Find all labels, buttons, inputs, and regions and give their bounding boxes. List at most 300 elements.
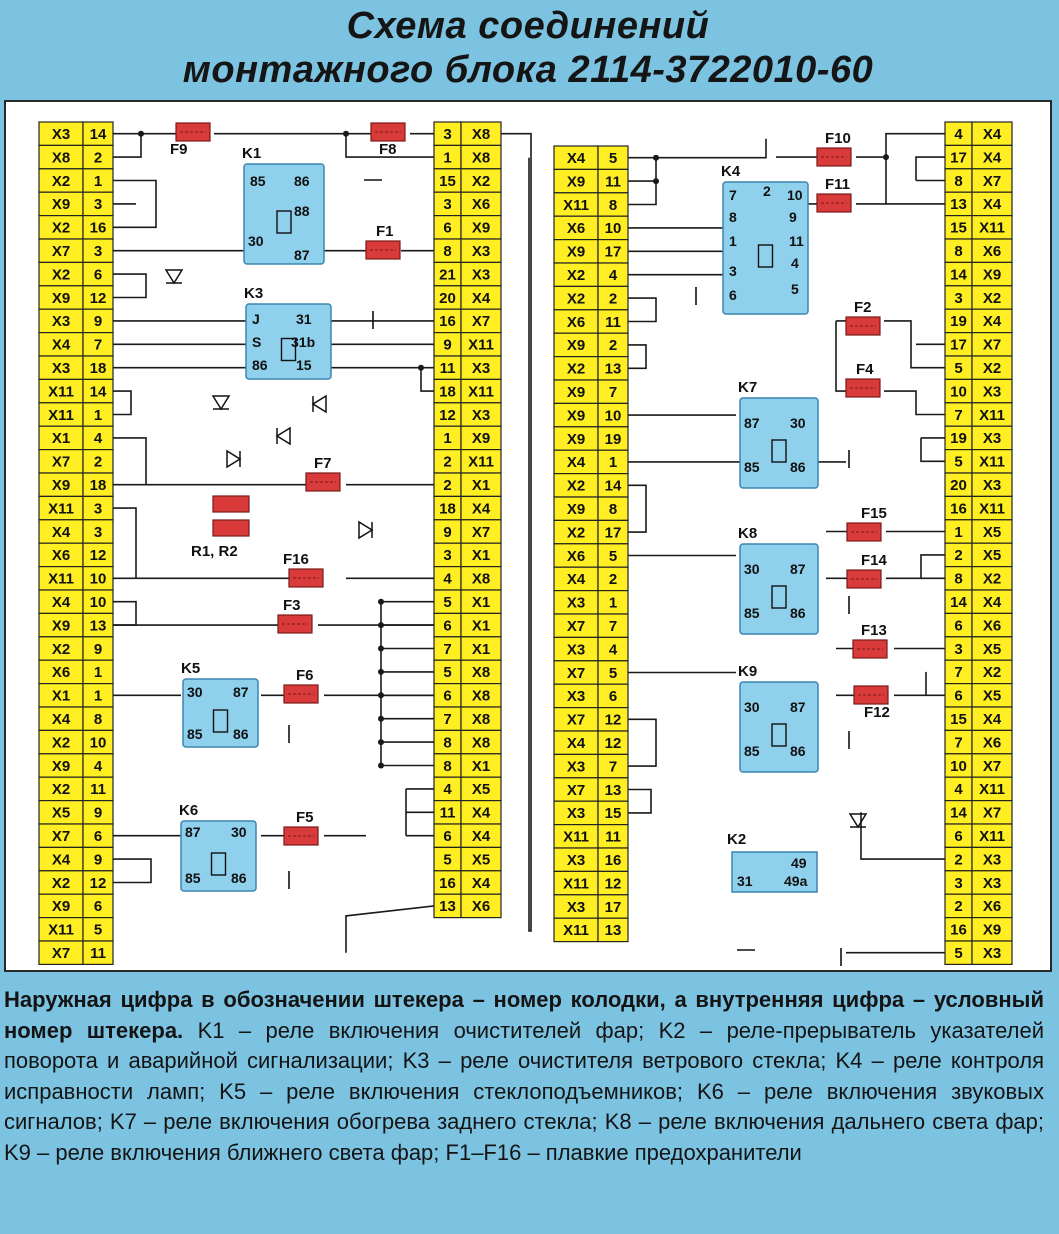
terminal-label: X2 bbox=[566, 290, 586, 308]
terminal-label: X9 bbox=[566, 243, 586, 261]
terminal-label: 12 bbox=[604, 875, 622, 893]
resistor-label: R1, R2 bbox=[191, 543, 238, 560]
wire bbox=[346, 906, 434, 953]
terminal-label: X3 bbox=[471, 266, 491, 284]
terminal-label: X11 bbox=[48, 921, 74, 939]
wire bbox=[628, 485, 646, 532]
terminal-label: 13 bbox=[439, 898, 456, 916]
caption bbox=[4, 985, 1044, 1230]
fuse-label: F3 bbox=[283, 597, 301, 614]
relay-pin: 85 bbox=[250, 173, 266, 189]
terminal-label: X11 bbox=[979, 828, 1005, 845]
fuse-label: F11 bbox=[825, 176, 851, 193]
terminal-label: X11 bbox=[48, 383, 74, 401]
relay-pin: 49a bbox=[784, 873, 808, 889]
terminal-label: 4 bbox=[93, 757, 103, 775]
terminal-label: 11 bbox=[605, 313, 621, 331]
fuse-label: F10 bbox=[825, 130, 851, 147]
terminal-label: 5 bbox=[93, 921, 103, 939]
terminal-label: 12 bbox=[89, 289, 107, 307]
terminal-label: X9 bbox=[471, 219, 491, 237]
terminal-label: X2 bbox=[51, 734, 71, 752]
terminal-label: X7 bbox=[982, 757, 1002, 775]
terminal-label: X7 bbox=[51, 945, 71, 962]
terminal-label: X7 bbox=[566, 618, 586, 635]
terminal-label: 10 bbox=[604, 407, 622, 425]
terminal-label: 15 bbox=[950, 219, 967, 237]
relay-pin: 5 bbox=[791, 281, 799, 297]
terminal-label: X2 bbox=[982, 289, 1002, 307]
terminal-label: X4 bbox=[982, 711, 1002, 728]
terminal-label: 6 bbox=[443, 828, 452, 845]
terminal-label: 1 bbox=[93, 664, 103, 682]
terminal-label: 3 bbox=[954, 289, 963, 307]
wire bbox=[916, 157, 945, 180]
wire bbox=[856, 134, 945, 157]
relay-pin: 30 bbox=[744, 561, 760, 577]
terminal-label: 20 bbox=[950, 477, 967, 494]
wire bbox=[113, 274, 146, 297]
terminal-label: 3 bbox=[93, 523, 103, 541]
terminal-label: X4 bbox=[471, 289, 491, 307]
terminal-label: 9 bbox=[93, 851, 103, 869]
relay-pin: 11 bbox=[789, 233, 804, 249]
fuse-label: F6 bbox=[296, 667, 314, 684]
relay-pin: 85 bbox=[185, 870, 201, 886]
diode bbox=[850, 814, 866, 827]
relay-label: K2 bbox=[727, 831, 747, 848]
terminal-label: 10 bbox=[89, 594, 107, 611]
relay-pin: 87 bbox=[744, 415, 760, 431]
resistor bbox=[213, 520, 249, 536]
terminal-label: 5 bbox=[608, 150, 618, 167]
terminal-label: 14 bbox=[950, 266, 967, 284]
wire bbox=[628, 719, 656, 766]
terminal-label: X6 bbox=[471, 898, 491, 916]
terminal-label: X6 bbox=[982, 898, 1002, 916]
terminal-label: X11 bbox=[468, 383, 494, 401]
terminal-label: 11 bbox=[439, 360, 456, 377]
terminal-label: 9 bbox=[93, 313, 103, 331]
terminal-label: 3 bbox=[93, 500, 103, 518]
terminal-label: X4 bbox=[982, 149, 1002, 167]
terminal-label: 11 bbox=[439, 804, 456, 822]
terminal-label: X5 bbox=[51, 804, 71, 822]
terminal-label: X2 bbox=[982, 360, 1002, 377]
terminal-label: 6 bbox=[954, 828, 963, 845]
terminal-label: 12 bbox=[604, 735, 622, 752]
terminal-label: 10 bbox=[950, 383, 967, 401]
terminal-label: 14 bbox=[89, 126, 107, 143]
terminal-label: X9 bbox=[51, 757, 71, 775]
terminal-label: X4 bbox=[566, 150, 586, 167]
terminal-label: 9 bbox=[93, 804, 103, 822]
relay-pin: 87 bbox=[294, 247, 310, 263]
terminal-label: X4 bbox=[982, 313, 1002, 331]
terminal-label: X6 bbox=[982, 617, 1002, 635]
terminal-label: X4 bbox=[566, 454, 586, 472]
relay-pin: 87 bbox=[185, 824, 201, 840]
relay-pin: 87 bbox=[790, 561, 806, 577]
terminal-label: 5 bbox=[608, 547, 618, 565]
relay-pin: 85 bbox=[744, 743, 760, 759]
relay-pin: 6 bbox=[729, 287, 737, 303]
terminal-label: X11 bbox=[979, 453, 1005, 471]
terminal-label: X1 bbox=[471, 477, 491, 494]
terminal-label: 1 bbox=[608, 594, 618, 612]
terminal-label: X3 bbox=[566, 852, 586, 869]
terminal-label: X6 bbox=[471, 196, 491, 214]
wire bbox=[884, 391, 945, 414]
terminal-label: 11 bbox=[90, 781, 106, 799]
terminal-label: X7 bbox=[51, 828, 71, 845]
relay-label: K4 bbox=[721, 163, 741, 180]
terminal-label: X3 bbox=[471, 243, 491, 260]
terminal-label: X3 bbox=[982, 945, 1002, 962]
terminal-label: X6 bbox=[566, 313, 586, 331]
terminal-label: 16 bbox=[439, 313, 456, 331]
terminal-label: X4 bbox=[471, 874, 491, 892]
terminal-label: 4 bbox=[443, 781, 452, 799]
terminal-label: 11 bbox=[605, 173, 621, 191]
title-line-2: монтажного блока 2114-3722010-60 bbox=[182, 49, 874, 91]
relay-pin: 86 bbox=[252, 357, 268, 373]
terminal-label: X3 bbox=[471, 360, 491, 377]
terminal-label: X4 bbox=[566, 735, 586, 752]
terminal-label: 1 bbox=[443, 149, 452, 167]
terminal-label: 20 bbox=[439, 289, 456, 307]
relay-k5 bbox=[181, 660, 258, 747]
terminal-label: 1 bbox=[93, 406, 103, 424]
terminal-label: 3 bbox=[443, 547, 452, 565]
terminal-label: X9 bbox=[471, 430, 491, 448]
relay-pin: 85 bbox=[187, 726, 203, 742]
terminal-label: X6 bbox=[982, 734, 1002, 752]
terminal-label: 4 bbox=[608, 641, 618, 659]
terminal-label: X11 bbox=[48, 406, 74, 424]
terminal-label: X11 bbox=[48, 570, 74, 588]
terminal-label: 8 bbox=[954, 570, 963, 588]
terminal-label: 9 bbox=[93, 640, 103, 658]
terminal-label: X11 bbox=[979, 406, 1005, 424]
terminal-label: X7 bbox=[566, 711, 586, 729]
relay-pin: 15 bbox=[296, 357, 312, 373]
relay-pin: 8 bbox=[729, 209, 737, 225]
terminal-label: X4 bbox=[982, 126, 1002, 143]
wire bbox=[628, 298, 656, 321]
terminal-label: X9 bbox=[566, 407, 586, 425]
terminal-label: X8 bbox=[471, 126, 491, 143]
terminal-label: X7 bbox=[982, 172, 1002, 190]
terminal-label: X11 bbox=[979, 219, 1005, 237]
relay-pin: J bbox=[252, 311, 260, 327]
terminal-label: 6 bbox=[93, 898, 103, 916]
relay-pin: 49 bbox=[791, 855, 807, 871]
terminal-label: X9 bbox=[566, 173, 586, 191]
fuse-label: F2 bbox=[854, 299, 872, 316]
terminal-label: 7 bbox=[954, 406, 963, 424]
terminal-label: X9 bbox=[566, 337, 586, 355]
terminal-label: 5 bbox=[443, 664, 452, 682]
fuse-label: F7 bbox=[314, 455, 332, 472]
terminal-label: 13 bbox=[604, 360, 622, 378]
terminal-label: X3 bbox=[982, 477, 1002, 494]
terminal-label: X7 bbox=[982, 804, 1002, 822]
terminal-label: 13 bbox=[89, 617, 107, 635]
terminal-label: X11 bbox=[48, 500, 74, 518]
relay-pin: 86 bbox=[231, 870, 247, 886]
terminal-label: X2 bbox=[471, 172, 491, 190]
diode bbox=[359, 522, 372, 538]
terminal-label: X7 bbox=[51, 243, 71, 260]
terminal-label: 16 bbox=[950, 921, 967, 939]
relay-pin: 10 bbox=[787, 187, 803, 203]
relay-pin: 31 bbox=[737, 873, 753, 889]
diode bbox=[227, 451, 240, 467]
terminal-label: 5 bbox=[608, 664, 618, 682]
fuse-label: F9 bbox=[170, 141, 188, 158]
relay-pin: 87 bbox=[790, 699, 806, 715]
terminal-label: 6 bbox=[443, 687, 452, 705]
terminal-label: 12 bbox=[89, 874, 107, 892]
terminal-label: 18 bbox=[439, 383, 456, 401]
terminal-label: X6 bbox=[566, 547, 586, 565]
terminal-label: X4 bbox=[51, 711, 71, 728]
terminal-label: 4 bbox=[954, 781, 963, 799]
wire bbox=[856, 157, 886, 204]
terminal-label: X8 bbox=[471, 570, 491, 588]
terminal-label: X2 bbox=[566, 267, 586, 284]
caption-text: K1 – реле включения очистителей фар; K2 – реле-прерыватель указателей поворота и аварийной сигнализации; K3 – реле очистителя ветрового стекла; K4 – реле контроля исправности ламп; K5 – реле включения стеклоподъемников; K6 – реле включения звуковых сигналов; K7 – реле включения обогрева заднего стекла; K8 – реле включения дальнего света фар; K9 – реле включения ближнего света фар; F1–F16 – плавкие предохранители bbox=[4, 1017, 1044, 1165]
terminal-label: 3 bbox=[954, 640, 963, 658]
diode bbox=[277, 428, 290, 444]
wire bbox=[886, 555, 945, 578]
terminal-label: X1 bbox=[471, 617, 491, 635]
terminal-label: X11 bbox=[468, 336, 494, 354]
terminal-label: 17 bbox=[604, 898, 622, 916]
relay-pin: 86 bbox=[790, 743, 806, 759]
terminal-label: 2 bbox=[608, 290, 618, 308]
fuse-label: F12 bbox=[864, 704, 890, 721]
terminal-label: 17 bbox=[604, 243, 622, 261]
wire bbox=[113, 134, 141, 157]
wire bbox=[628, 345, 646, 368]
terminal-label: X4 bbox=[51, 336, 71, 354]
terminal-label: 18 bbox=[89, 477, 107, 494]
terminal-label: X2 bbox=[566, 477, 586, 495]
terminal-label: X3 bbox=[566, 688, 586, 706]
terminal-label: X8 bbox=[471, 687, 491, 705]
terminal-label: X11 bbox=[979, 500, 1005, 518]
terminal-label: X6 bbox=[982, 243, 1002, 260]
relay-pin: 9 bbox=[789, 209, 797, 225]
terminal-label: 4 bbox=[443, 570, 452, 588]
relay-pin: 87 bbox=[233, 684, 249, 700]
terminal-label: X9 bbox=[51, 898, 71, 916]
terminal-label: X3 bbox=[51, 360, 71, 377]
terminal-label: 21 bbox=[439, 266, 456, 284]
terminal-label: X4 bbox=[51, 523, 71, 541]
terminal-label: X9 bbox=[982, 266, 1002, 284]
terminal-label: 12 bbox=[604, 711, 622, 729]
terminal-label: X8 bbox=[471, 734, 491, 752]
terminal-label: X5 bbox=[471, 851, 491, 869]
terminal-label: X1 bbox=[471, 640, 491, 658]
relay-pin: 86 bbox=[790, 459, 806, 475]
terminal-label: X5 bbox=[982, 687, 1002, 705]
terminal-label: X5 bbox=[982, 523, 1002, 541]
wire bbox=[861, 812, 945, 859]
terminal-label: 5 bbox=[954, 360, 963, 377]
terminal-label: 6 bbox=[93, 266, 103, 284]
terminal-label: X11 bbox=[563, 922, 589, 940]
terminal-label: 1 bbox=[93, 172, 103, 190]
terminal-label: 15 bbox=[439, 172, 456, 190]
terminal-label: X5 bbox=[982, 547, 1002, 565]
terminal-label: X9 bbox=[51, 289, 71, 307]
relay-label: K5 bbox=[181, 660, 201, 677]
relay-label: K3 bbox=[244, 285, 264, 302]
terminal-label: 8 bbox=[443, 734, 452, 752]
terminal-label: 3 bbox=[954, 874, 963, 892]
terminal-label: X4 bbox=[51, 594, 71, 611]
title-block bbox=[8, 4, 1048, 98]
terminal-label: 15 bbox=[950, 711, 967, 728]
terminal-label: X1 bbox=[51, 687, 71, 705]
terminal-label: 17 bbox=[950, 336, 967, 354]
terminal-label: X8 bbox=[471, 149, 491, 167]
relay-pin: 85 bbox=[744, 459, 760, 475]
relay-k4 bbox=[721, 163, 808, 314]
terminal-label: X2 bbox=[982, 570, 1002, 588]
fuse-label: F13 bbox=[861, 622, 887, 639]
terminal-label: X7 bbox=[471, 523, 491, 541]
terminal-label: 19 bbox=[950, 313, 967, 331]
terminal-label: X7 bbox=[982, 336, 1002, 354]
terminal-label: X7 bbox=[566, 781, 586, 799]
terminal-label: 2 bbox=[443, 477, 452, 494]
terminal-label: 4 bbox=[954, 126, 963, 143]
relay-pin: 30 bbox=[790, 415, 806, 431]
relay-label: K1 bbox=[242, 145, 262, 162]
terminal-label: 1 bbox=[954, 523, 963, 541]
terminal-label: 12 bbox=[439, 406, 456, 424]
terminal-label: 3 bbox=[93, 196, 103, 214]
terminal-label: X7 bbox=[471, 313, 491, 331]
fuse-label: F15 bbox=[861, 505, 887, 522]
terminal-label: 13 bbox=[950, 196, 967, 214]
wire bbox=[656, 139, 766, 158]
relay-pin: 31 bbox=[296, 311, 312, 327]
terminal-label: 3 bbox=[443, 126, 452, 143]
relay-pin: S bbox=[252, 334, 262, 350]
terminal-label: 8 bbox=[954, 172, 963, 190]
terminal-label: 8 bbox=[93, 711, 103, 728]
terminal-label: 5 bbox=[443, 594, 452, 611]
terminal-label: 14 bbox=[950, 594, 967, 611]
relay-pin: 7 bbox=[729, 187, 737, 203]
terminal-label: X9 bbox=[51, 477, 71, 494]
relay-pin: 30 bbox=[248, 233, 264, 249]
terminal-label: X11 bbox=[979, 781, 1005, 799]
terminal-label: X3 bbox=[51, 313, 71, 331]
terminal-label: 16 bbox=[604, 852, 622, 869]
terminal-label: X3 bbox=[566, 758, 586, 776]
terminal-label: 17 bbox=[604, 524, 622, 542]
terminal-label: 16 bbox=[89, 219, 107, 237]
terminal-label: X2 bbox=[982, 664, 1002, 682]
terminal-label: 10 bbox=[89, 570, 107, 588]
terminal-label: X2 bbox=[51, 219, 71, 237]
terminal-label: X4 bbox=[471, 804, 491, 822]
terminal-label: X2 bbox=[566, 524, 586, 542]
terminal-label: 10 bbox=[950, 757, 967, 775]
terminal-label: 7 bbox=[443, 640, 452, 658]
terminal-label: X5 bbox=[982, 640, 1002, 658]
terminal-label: X3 bbox=[982, 851, 1002, 869]
terminal-label: X2 bbox=[51, 172, 71, 190]
resistor bbox=[213, 496, 249, 512]
terminal-label: 8 bbox=[443, 243, 452, 260]
terminal-label: 2 bbox=[93, 149, 103, 167]
terminal-label: 10 bbox=[604, 220, 622, 238]
terminal-label: X3 bbox=[982, 874, 1002, 892]
terminal-label: 7 bbox=[608, 618, 618, 635]
terminal-label: X1 bbox=[471, 594, 491, 611]
terminal-label: 2 bbox=[443, 453, 452, 471]
terminal-label: X8 bbox=[471, 711, 491, 728]
terminal-label: X9 bbox=[51, 617, 71, 635]
terminal-label: X7 bbox=[51, 453, 71, 471]
relay-pin: 85 bbox=[744, 605, 760, 621]
terminal-label: 17 bbox=[950, 149, 967, 167]
relay-k8 bbox=[738, 525, 818, 634]
terminal-label: X8 bbox=[471, 664, 491, 682]
terminal-label: X1 bbox=[471, 757, 491, 775]
relay-pin: 86 bbox=[294, 173, 310, 189]
terminal-label: 2 bbox=[93, 453, 103, 471]
terminal-label: 6 bbox=[93, 828, 103, 845]
fuse-label: F5 bbox=[296, 809, 314, 826]
diagram-frame bbox=[4, 100, 1052, 972]
relay-k1 bbox=[242, 145, 324, 264]
terminal-label: 14 bbox=[89, 383, 107, 401]
relay-pin: 88 bbox=[294, 203, 310, 219]
relay-pin: 1 bbox=[729, 233, 737, 249]
terminal-label: 4 bbox=[93, 430, 103, 448]
wire bbox=[628, 790, 651, 813]
terminal-label: X4 bbox=[471, 828, 491, 845]
wire bbox=[113, 859, 151, 882]
relay-pin: 4 bbox=[791, 255, 799, 271]
terminal-label: 1 bbox=[608, 454, 618, 472]
terminal-label: X11 bbox=[563, 828, 589, 846]
terminal-label: 7 bbox=[954, 664, 963, 682]
terminal-label: X3 bbox=[566, 898, 586, 916]
terminal-label: X3 bbox=[51, 126, 71, 143]
terminal-label: 2 bbox=[954, 851, 963, 869]
terminal-label: 16 bbox=[439, 874, 456, 892]
relay-k7 bbox=[738, 379, 818, 488]
relay-pin: 3 bbox=[729, 263, 737, 279]
wire bbox=[113, 391, 131, 414]
terminal-label: X6 bbox=[51, 664, 71, 682]
relay-pin: 86 bbox=[233, 726, 249, 742]
terminal-label: 5 bbox=[954, 945, 963, 962]
wiring-diagram bbox=[6, 102, 1050, 970]
terminal-label: X9 bbox=[566, 430, 586, 448]
terminal-label: X1 bbox=[51, 430, 71, 448]
